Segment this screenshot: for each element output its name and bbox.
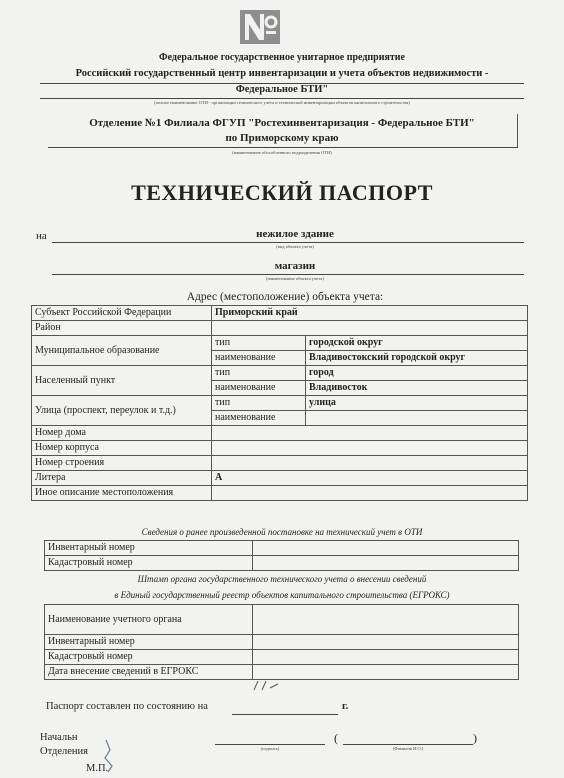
dept-underline [48,147,518,148]
litera-label: Литера [32,471,212,486]
municipal-label: Муниципальное образование [32,336,212,366]
object-name-underline [52,274,524,275]
signature-underline [215,744,325,745]
row-house [32,426,528,441]
municipal-name-value: Владивостокский городской округ [306,351,528,366]
stamp-heading-1: Штамп органа государственного технического учета о внесении сведений [137,574,427,584]
object-type-underline [52,242,524,243]
stamp-cadastral-label: Кадастровый номер [45,650,253,665]
street-label: Улица (проспект, переулок и т.д.) [32,396,212,426]
org-line-3: Федеральное БТИ" [235,84,329,95]
municipal-type-value: городской округ [306,336,528,351]
row-korpus [32,441,528,456]
other-value [212,486,528,501]
stamp-row-inventory [45,635,519,650]
stamp-mark [100,738,120,774]
municipal-name-label: наименование [212,351,306,366]
stamp-table [44,604,519,680]
stamp-inventory-label: Инвентарный номер [45,635,253,650]
subject-value: Приморский край [212,306,528,321]
fio-underline [343,744,473,745]
korpus-value [212,441,528,456]
stamp-heading-2: в Единый государственный реестр объектов капитального строительства (ЕГРОКС) [114,590,450,600]
settlement-label: Населенный пункт [32,366,212,396]
row-building [32,456,528,471]
building-label: Номер строения [32,456,212,471]
row-street-type [32,396,528,411]
street-type-value: улица [306,396,528,411]
passport-year-suffix: г. [342,701,349,712]
org-line-1: Федеральное государственное унитарное предприятие [159,52,405,63]
settlement-name-value: Владивосток [306,381,528,396]
prior-row-cadastral [45,556,519,571]
settlement-name-label: наименование [212,381,306,396]
house-label: Номер дома [32,426,212,441]
passport-date-prefix: Паспорт составлен по состоянию на [46,701,208,712]
settlement-type-value: город [306,366,528,381]
head-label: Начальн [40,732,78,743]
row-district [32,321,528,336]
org-caption: (полное наименование ОТИ - организации технического учета и технической инвентаризации объектов капитального строительства) [154,100,410,105]
district-value [212,321,528,336]
org-line-2: Российский государственный центр инвентаризации и учета объектов недвижимости - [75,68,489,79]
stamp-row-cadastral [45,650,519,665]
municipal-type-label: тип [212,336,306,351]
number-sign-logo-glyph [240,10,280,44]
dept-caption: (наименование обособленного подразделения ОТИ) [232,150,332,155]
stamp-inventory-value [253,635,519,650]
stamp-organ-label: Наименование учетного органа [45,605,253,635]
mp-label: М.П. [86,763,109,774]
street-type-label: тип [212,396,306,411]
page-title: ТЕХНИЧЕСКИЙ ПАСПОРТ [131,180,433,205]
stamp-cadastral-value [253,650,519,665]
prior-inventory-label: Инвентарный номер [45,541,253,556]
settlement-type-label: тип [212,366,306,381]
prior-inventory-value [253,541,519,556]
street-name-value [306,411,528,426]
fio-open-paren: ( [334,731,338,745]
address-heading: Адрес (местоположение) объекта учета: [186,291,384,303]
other-label: Иное описание местоположения [32,486,212,501]
address-table [31,305,528,501]
dept-label: Отделения [40,746,89,757]
object-prefix: на [36,230,47,242]
org-line-3-underline [40,98,524,99]
passport-date-underline [232,714,338,715]
stamp-date-value [253,665,519,680]
district-label: Район [32,321,212,336]
dept-line-2: по Приморскому краю [225,132,339,144]
prior-cadastral-value [253,556,519,571]
object-type: нежилое здание [256,228,334,240]
building-value [212,456,528,471]
stamp-date-label: Дата внесение сведений в ЕГРОКС [45,665,253,680]
number-sign-logo [240,10,280,44]
prior-row-inventory [45,541,519,556]
object-type-caption: (вид объекта учета) [276,244,314,249]
stamp-organ-value [253,605,519,635]
row-settlement-type [32,366,528,381]
house-value [212,426,528,441]
object-name-caption: (наименование объекта учета) [266,276,324,281]
prior-cadastral-label: Кадастровый номер [45,556,253,571]
korpus-label: Номер корпуса [32,441,212,456]
street-name-label: наименование [212,411,306,426]
fio-close-paren: ) [473,731,477,745]
signature-caption: (подпись) [260,746,280,751]
subject-label: Субъект Российской Федерации [32,306,212,321]
object-name: магазин [274,260,316,272]
date-scribble-mark [252,678,282,692]
row-subject [32,306,528,321]
row-other [32,486,528,501]
dept-line-1: Отделение №1 Филиала ФГУП "Ростехинвентаризация - Федеральное БТИ" [89,117,475,129]
stamp-row-organ [45,605,519,635]
row-litera [32,471,528,486]
row-municipal-type [32,336,528,351]
fio-caption: (Фамилия И.О.) [392,746,424,751]
prior-heading: Сведения о ранее произведенной постановке на технический учет в ОТИ [141,527,423,537]
dept-box-right [517,114,518,147]
prior-table [44,540,519,571]
litera-value: А [212,471,528,486]
